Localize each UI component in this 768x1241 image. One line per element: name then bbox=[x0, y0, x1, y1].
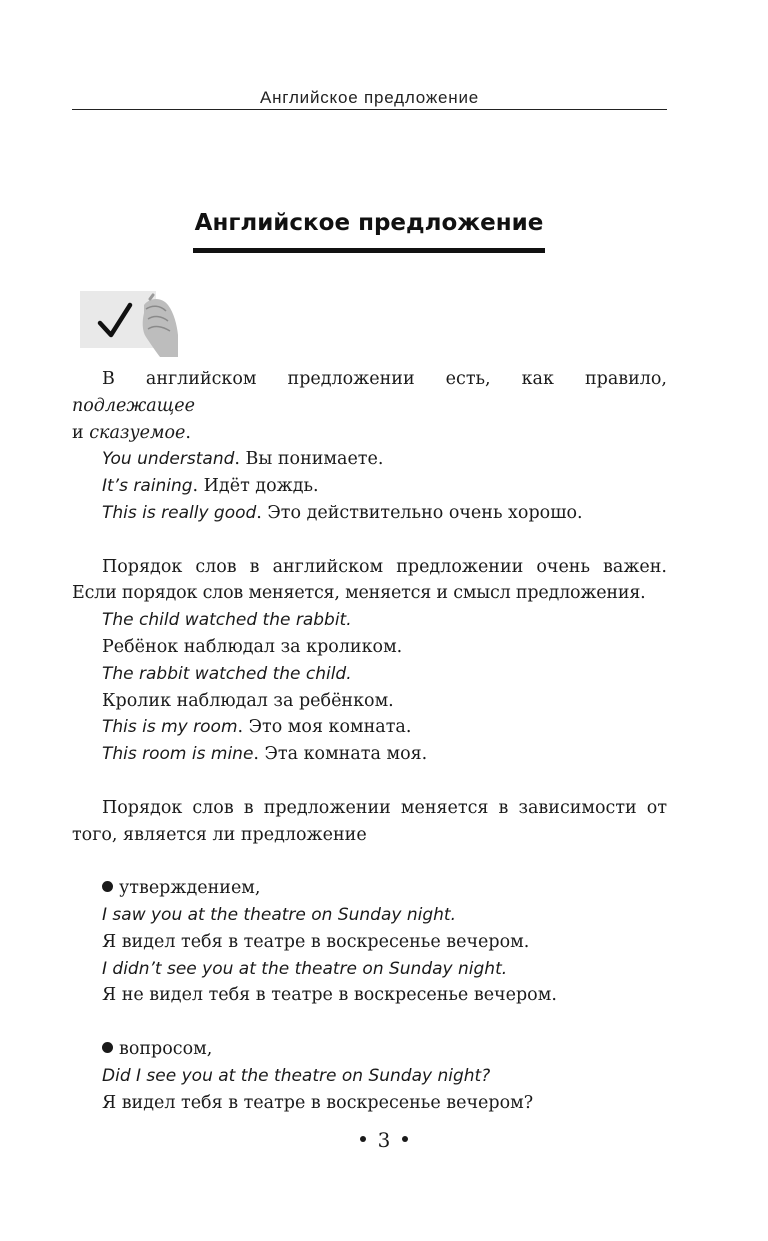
order-paragraph bbox=[72, 554, 667, 581]
intro-text-2: и bbox=[72, 422, 90, 443]
example-ru: Я видел тебя в театре в воскресенье вечером. bbox=[102, 931, 530, 952]
example-line bbox=[72, 607, 667, 634]
example-ru: . Эта комната моя. bbox=[253, 744, 428, 765]
depends-line-1: Порядок слов в предложении меняется в зависимости от bbox=[102, 797, 667, 818]
example-line bbox=[72, 634, 667, 661]
example-ru: . Это действительно очень хорошо. bbox=[256, 502, 583, 523]
check-hand-icon bbox=[80, 291, 180, 359]
example-en: Did I see you at the theatre on Sunday night? bbox=[102, 1065, 491, 1086]
depends-line-2: того, является ли предложение bbox=[72, 824, 367, 845]
intro-text-3: . bbox=[185, 422, 191, 443]
section-title: Английское предложение bbox=[194, 210, 544, 236]
example-en: I saw you at the theatre on Sunday night. bbox=[102, 904, 456, 925]
example-en: It’s raining bbox=[102, 476, 193, 497]
bullet-item-question bbox=[72, 1036, 667, 1063]
example-line bbox=[72, 1063, 667, 1090]
bullet-icon bbox=[102, 1042, 113, 1053]
example-ru: Я не видел тебя в театре в воскресенье вечером. bbox=[102, 985, 557, 1006]
body-text bbox=[72, 366, 667, 1116]
intro-paragraph-cont bbox=[72, 420, 667, 447]
example-line bbox=[72, 714, 667, 741]
title-underline bbox=[193, 248, 545, 253]
page-dot-right bbox=[402, 1136, 408, 1142]
bullet-icon bbox=[102, 881, 113, 892]
example-ru: . Вы понимаете. bbox=[234, 449, 384, 470]
example-ru: Я видел тебя в театре в воскресенье вечером? bbox=[102, 1092, 534, 1113]
example-en: The child watched the rabbit. bbox=[102, 610, 352, 631]
term-subject: подлежащее bbox=[72, 395, 195, 416]
bullet-label: утверждением, bbox=[119, 878, 261, 899]
example-line bbox=[72, 446, 667, 473]
example-line bbox=[72, 741, 667, 768]
example-ru: Кролик наблюдал за ребёнком. bbox=[102, 690, 394, 711]
order-paragraph-cont bbox=[72, 580, 667, 607]
depends-paragraph bbox=[72, 795, 667, 822]
example-en: The rabbit watched the child. bbox=[102, 663, 352, 684]
intro-text: В английском предложении есть, как правило, bbox=[102, 369, 667, 389]
example-en: This room is mine bbox=[102, 744, 254, 765]
example-line bbox=[72, 661, 667, 688]
example-line bbox=[72, 500, 667, 527]
example-line bbox=[72, 956, 667, 983]
example-line bbox=[72, 473, 667, 500]
intro-paragraph bbox=[72, 366, 667, 420]
example-line bbox=[72, 1090, 667, 1117]
example-en: This is really good bbox=[102, 502, 257, 523]
page-number-value: 3 bbox=[377, 1128, 391, 1152]
depends-paragraph-cont bbox=[72, 822, 667, 849]
header-rule bbox=[72, 109, 667, 110]
example-en: I didn’t see you at the theatre on Sunday night. bbox=[102, 958, 508, 979]
example-line bbox=[72, 929, 667, 956]
example-ru: . Это моя комната. bbox=[237, 717, 412, 738]
bullet-label: вопросом, bbox=[119, 1038, 213, 1059]
bullet-item-statement bbox=[72, 875, 667, 902]
example-ru: . Идёт дождь. bbox=[192, 476, 319, 497]
example-en: You understand bbox=[102, 449, 235, 470]
term-predicate: сказуемое bbox=[89, 422, 186, 443]
page-dot-left bbox=[360, 1136, 366, 1142]
example-line bbox=[72, 688, 667, 715]
example-ru: Ребёнок наблюдал за кроликом. bbox=[102, 636, 403, 657]
order-line-1: Порядок слов в английском предложении очень важен. bbox=[102, 556, 667, 577]
order-line-2: Если порядок слов меняется, меняется и смысл предложения. bbox=[72, 583, 646, 604]
example-line bbox=[72, 982, 667, 1009]
running-head: Английское предложение bbox=[259, 88, 480, 107]
example-en: This is my room bbox=[102, 717, 238, 738]
page-number bbox=[0, 1128, 768, 1152]
example-line bbox=[72, 902, 667, 929]
